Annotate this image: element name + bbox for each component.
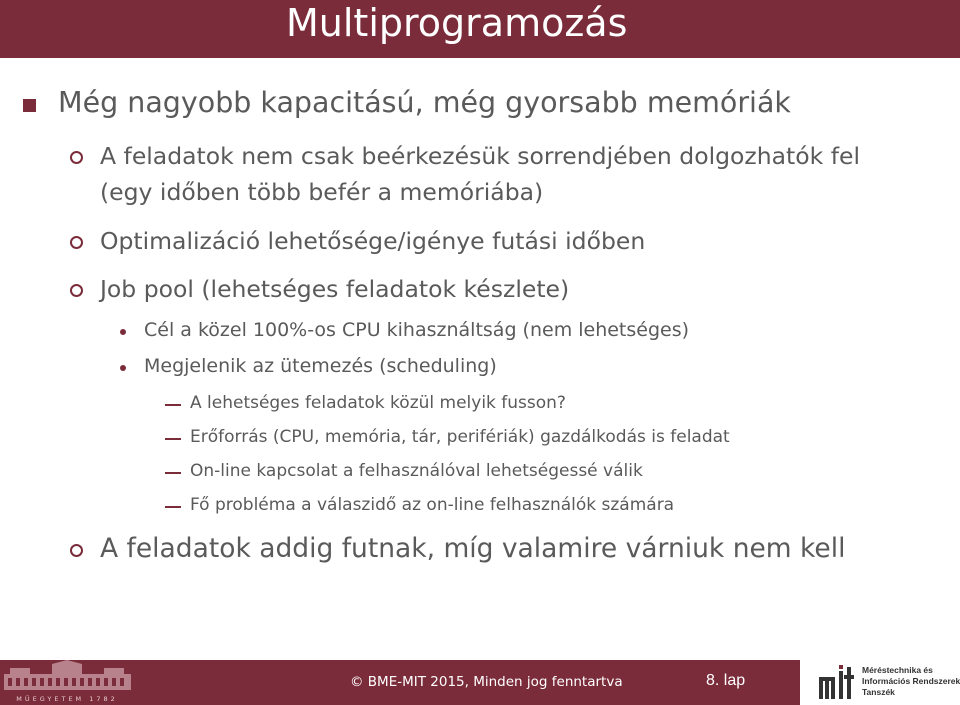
bullet-item bbox=[190, 427, 730, 447]
department-name-line: Tanszék bbox=[862, 687, 895, 697]
slide-footer bbox=[0, 660, 960, 705]
department-logo bbox=[800, 660, 960, 705]
department-name-line: Információs Rendszerek bbox=[862, 676, 960, 686]
dash-bullet-icon bbox=[165, 472, 181, 474]
bullet-text: On-line kapcsolat a felhasználóval lehetségessé válik bbox=[190, 461, 643, 481]
bullet-item bbox=[190, 461, 643, 481]
bullet-text: Erőforrás (CPU, memória, tár, perifériák) gazdálkodás is feladat bbox=[190, 427, 730, 447]
department-name bbox=[862, 665, 960, 698]
bullet-item bbox=[144, 355, 497, 377]
mit-logo-icon bbox=[817, 665, 859, 701]
bullet-text: Cél a közel 100%-os CPU kihasználtság (nem lehetséges) bbox=[144, 319, 690, 341]
bullet-item bbox=[100, 533, 845, 564]
bullet-text: (egy időben több befér a memóriába) bbox=[100, 178, 544, 206]
university-building-icon bbox=[0, 660, 135, 705]
dot-bullet-icon bbox=[120, 329, 126, 335]
footer-copyright: © BME-MIT 2015, Minden jog fenntartva bbox=[350, 674, 623, 690]
bullet-text: Optimalizáció lehetősége/igénye futási időben bbox=[100, 227, 646, 255]
circle-outline-bullet-icon bbox=[70, 544, 83, 557]
bullet-text: Fő probléma a válaszidő az on-line felhasználók számára bbox=[190, 495, 675, 515]
dot-bullet-icon bbox=[120, 365, 126, 371]
square-bullet-icon bbox=[23, 99, 36, 112]
bullet-text: Job pool (lehetséges feladatok készlete) bbox=[100, 275, 570, 303]
bullet-text: Még nagyobb kapacitású, még gyorsabb memóriák bbox=[58, 86, 791, 119]
bullet-item bbox=[100, 227, 645, 255]
bullet-item bbox=[144, 319, 689, 341]
bullet-item bbox=[190, 393, 566, 413]
dash-bullet-icon bbox=[165, 506, 181, 508]
bullet-text: A lehetséges feladatok közül melyik fusson? bbox=[190, 393, 566, 413]
circle-outline-bullet-icon bbox=[70, 151, 83, 164]
bullet-text: Megjelenik az ütemezés (scheduling) bbox=[144, 355, 497, 377]
bullet-item bbox=[190, 495, 674, 515]
bullet-item-continuation bbox=[100, 178, 543, 206]
bullet-item bbox=[100, 142, 860, 170]
university-caption: MŰEGYETEM 1782 bbox=[16, 695, 118, 703]
circle-outline-bullet-icon bbox=[70, 236, 83, 249]
bullet-item bbox=[100, 275, 569, 303]
page-number: 8. lap bbox=[706, 672, 746, 689]
bullet-item bbox=[58, 86, 791, 119]
department-name-line: Méréstechnika és bbox=[862, 665, 933, 675]
dash-bullet-icon bbox=[165, 404, 181, 406]
slide-title: Multiprogramozás bbox=[286, 1, 628, 45]
bullet-text: A feladatok addig futnak, míg valamire várniuk nem kell bbox=[100, 533, 846, 564]
circle-outline-bullet-icon bbox=[70, 284, 83, 297]
bullet-text: A feladatok nem csak beérkezésük sorrendjében dolgozhatók fel bbox=[100, 142, 860, 170]
dash-bullet-icon bbox=[165, 438, 181, 440]
